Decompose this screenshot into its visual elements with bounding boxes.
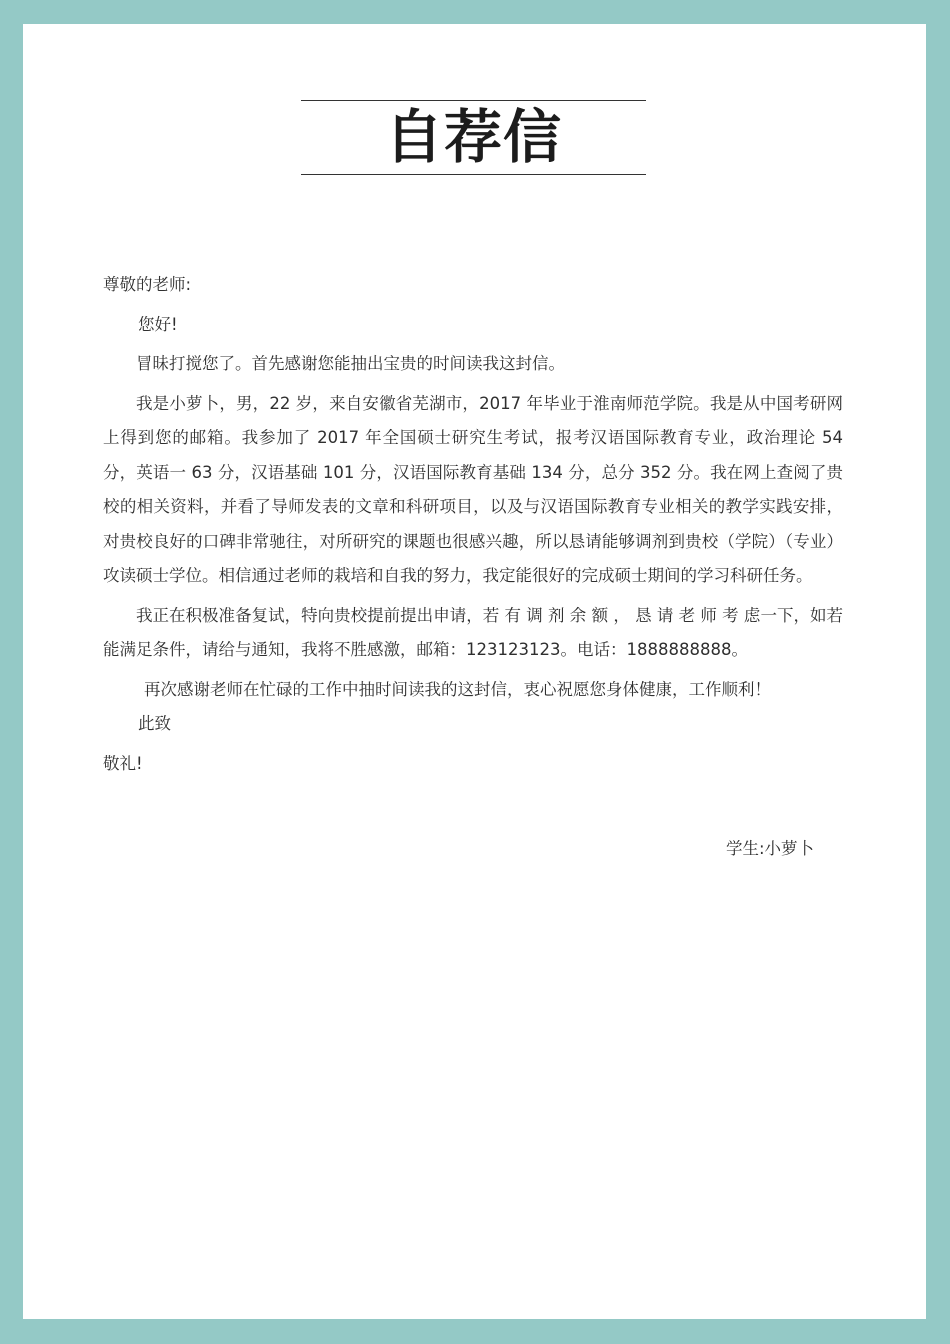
regards: 敬礼! [103, 753, 143, 773]
title-rule-top [301, 100, 646, 101]
paragraph-request: 我正在积极准备复试，特向贵校提前提出申请，若 有 调 剂 余 额 ， 恳 请 老 师 考 虑一下，如若能满足条件，请给与通知，我将不胜感激，邮箱：123123123。电话：1888888888。 [103, 605, 843, 659]
paragraph-background: 我是小萝卜，男，22 岁，来自安徽省芜湖市，2017 年毕业于淮南师范学院。我是从中国考研网上得到您的邮箱。我参加了 2017 年全国硕士研究生考试，报考汉语国际教育专业，政治理论 54 分，英语一 63 分，汉语基础 101 分，汉语国际教育基础 134 分，总分 352 分。我在网上查阅了贵校的相关资料，并看了导师发表的文章和科研项目，以及与汉语国际教育专业相关的教学实践安排，对贵校良好的口碑非常驰往，对所研究的课题也很感兴趣，所以恳请能够调剂到贵校（学院）（专业）攻读硕士学位。相信通过老师的栽培和自我的努力，我定能很好的完成硕士期间的学习科研任务。 [103, 393, 843, 585]
paragraph-intro: 冒昧打搅您了。首先感谢您能抽出宝贵的时间读我这封信。 [136, 354, 565, 373]
letter-body [103, 268, 843, 781]
page-title: 自荐信 [384, 103, 562, 171]
title-rule-bottom [301, 174, 646, 175]
closing: 此致 [138, 714, 171, 733]
letter-page [23, 24, 926, 1319]
paragraph-thanks: 再次感谢老师在忙碌的工作中抽时间读我的这封信，衷心祝愿您身体健康，工作顺利！ [144, 679, 771, 699]
signature: 学生:小萝卜 [726, 839, 815, 858]
greeting: 您好! [138, 314, 178, 334]
salutation: 尊敬的老师: [103, 275, 192, 294]
title-block [301, 100, 646, 175]
